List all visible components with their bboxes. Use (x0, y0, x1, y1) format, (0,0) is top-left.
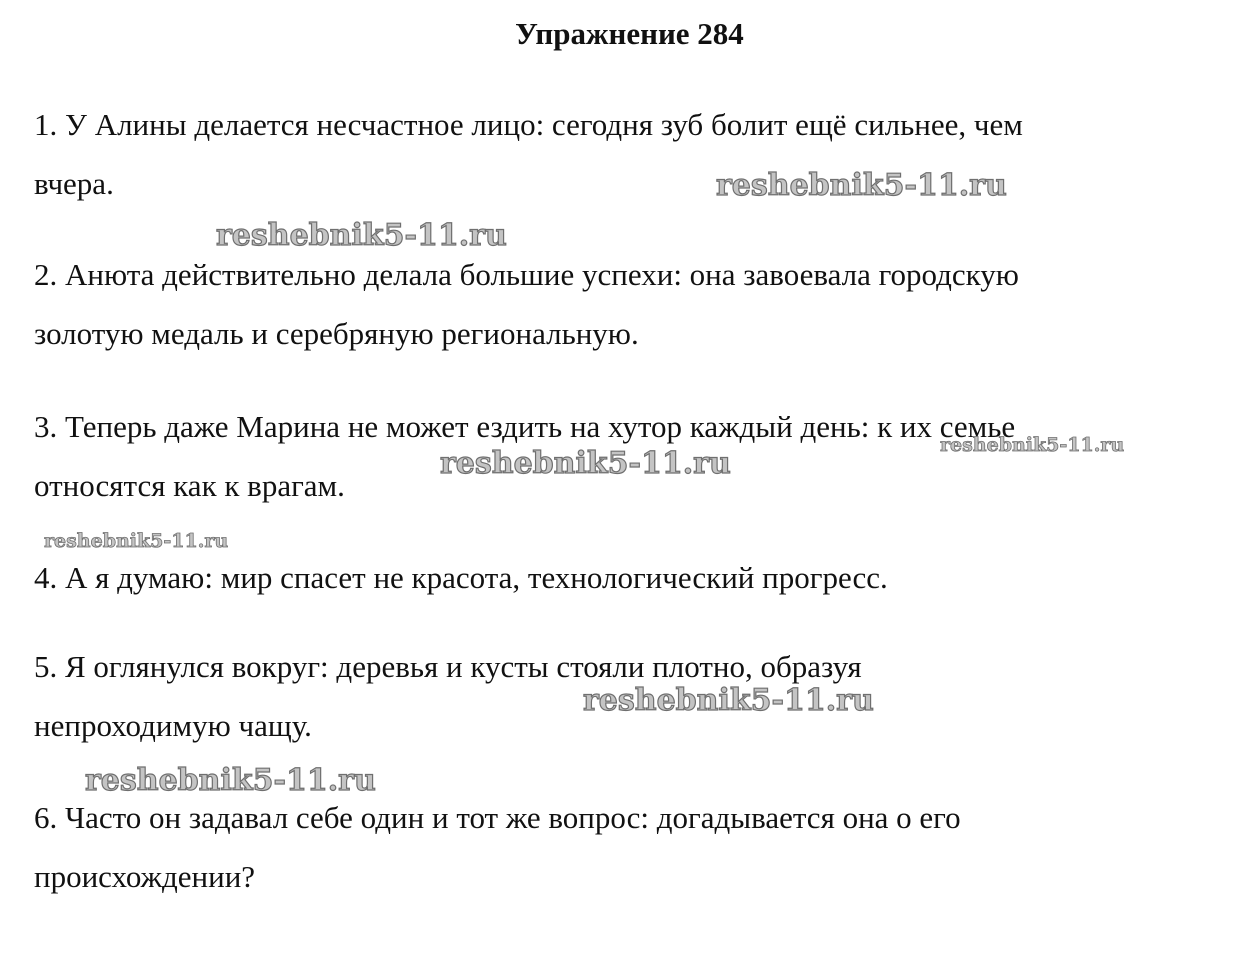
exercise-item-3-line-2: относятся как к врагам. (34, 468, 345, 503)
exercise-item-2 (34, 245, 1224, 363)
exercise-item-1-line-2: вчера. (34, 166, 114, 201)
exercise-item-4 (34, 548, 1224, 607)
exercise-item-1 (34, 95, 1224, 213)
exercise-item-3-line-1: 3. Теперь даже Марина не может ездить на хутор каждый день: к их семье (34, 409, 1016, 444)
watermark: reshebnik5-11.ru (583, 683, 874, 718)
page-title: Упражнение 284 (515, 16, 744, 51)
watermark: reshebnik5-11.ru (716, 168, 1007, 203)
exercise-item-6-line-2: происхождении? (34, 859, 256, 894)
exercise-item-5-line-1: 5. Я оглянулся вокруг: деревья и кусты стояли плотно, образуя (34, 649, 862, 684)
watermark: reshebnik5-11.ru (940, 434, 1125, 456)
exercise-item-6-line-1: 6. Часто он задавал себе один и тот же вопрос: догадывается она о его (34, 800, 961, 835)
watermark: reshebnik5-11.ru (216, 218, 507, 253)
watermark: reshebnik5-11.ru (440, 446, 731, 481)
exercise-item-1-line-1: 1. У Алины делается несчастное лицо: сегодня зуб болит ещё сильнее, чем (34, 107, 1023, 142)
exercise-item-5-line-2: непроходимую чащу. (34, 708, 312, 743)
exercise-item-4-line-1: 4. А я думаю: мир спасет не красота, технологический прогресс. (34, 560, 888, 595)
exercise-item-6 (34, 788, 1224, 906)
exercise-item-2-line-2: золотую медаль и серебряную региональную. (34, 316, 639, 351)
watermark: reshebnik5-11.ru (44, 530, 229, 552)
exercise-item-2-line-1: 2. Анюта действительно делала большие успехи: она завоевала городскую (34, 257, 1019, 292)
watermark: reshebnik5-11.ru (85, 763, 376, 798)
